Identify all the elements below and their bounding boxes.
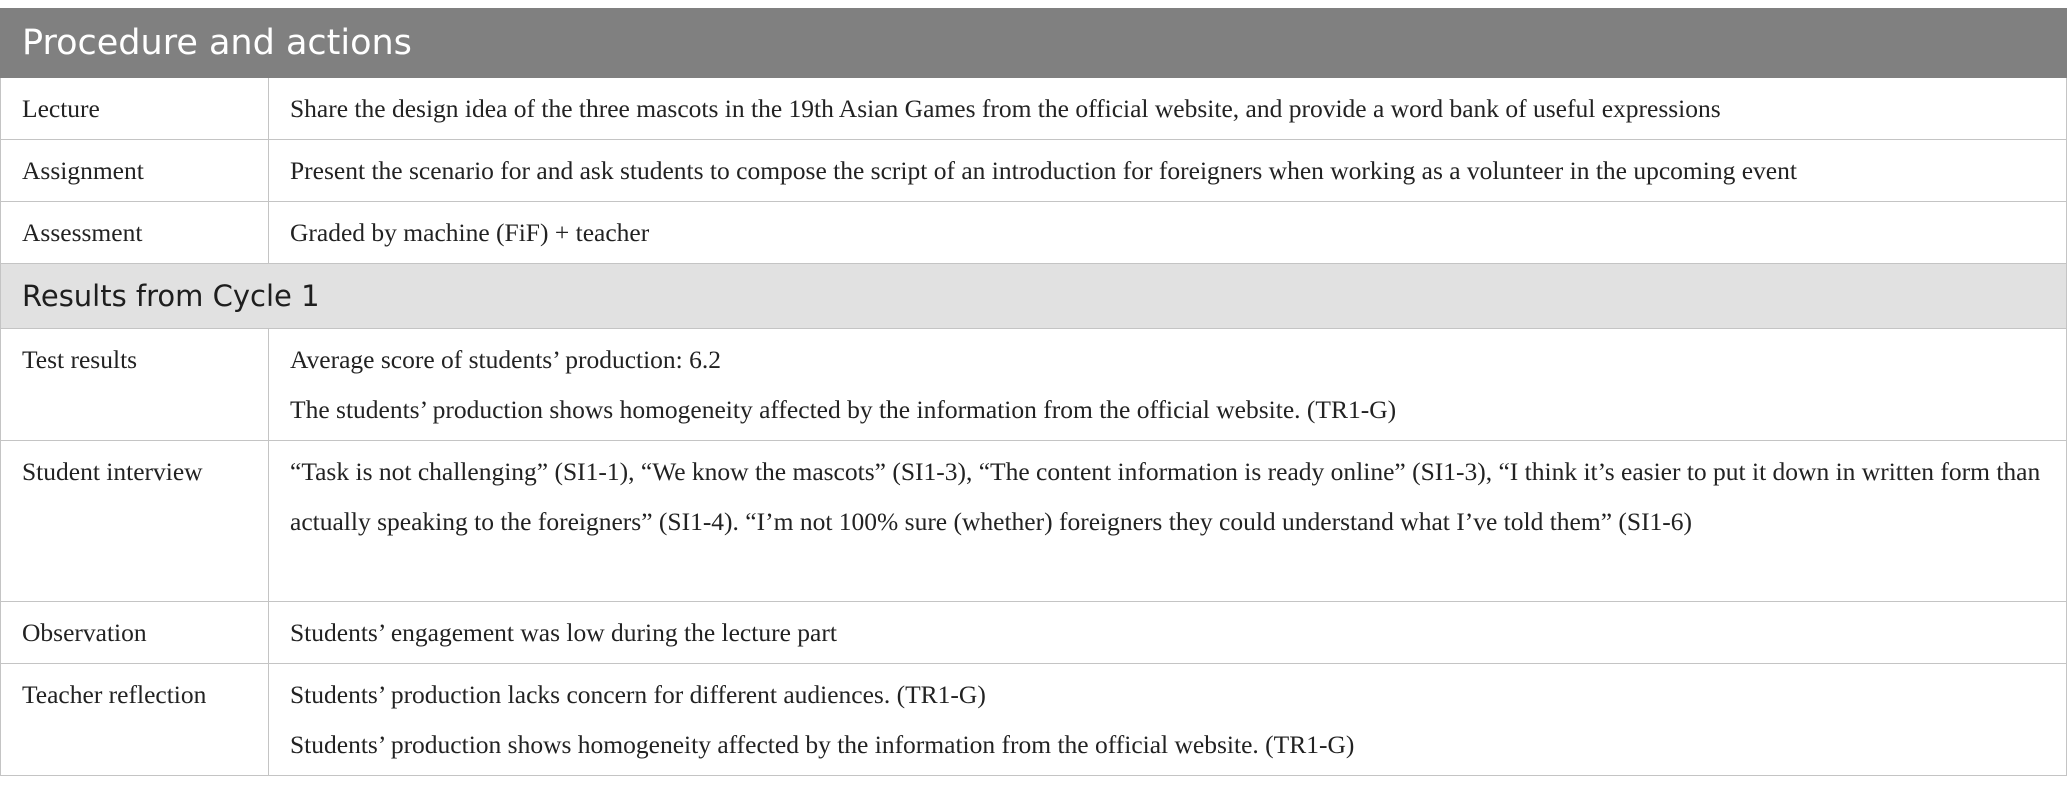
row-value-assessment (269, 202, 2067, 264)
row-value-line: Share the design idea of the three mascots in the 19th Asian Games from the official website, and provide a word bank of useful expressions (290, 94, 1721, 123)
table-row-assessment (1, 202, 2067, 264)
section-title-procedure: Procedure and actions (1, 9, 2067, 78)
row-label-observation: Observation (1, 602, 269, 664)
procedure-table (0, 8, 2067, 776)
row-value-test-results (269, 329, 2067, 441)
row-label-assignment: Assignment (1, 140, 269, 202)
row-value-lecture (269, 78, 2067, 140)
row-value-line: Students’ production lacks concern for different audiences. (TR1-G) (290, 680, 986, 709)
table-row-test-results (1, 329, 2067, 441)
table-row-teacher-reflection (1, 664, 2067, 776)
row-label-teacher-reflection: Teacher reflection (1, 664, 269, 776)
row-label-student-interview: Student interview (1, 441, 269, 602)
row-label-test-results: Test results (1, 329, 269, 441)
row-value-line: Graded by machine (FiF) + teacher (290, 218, 650, 247)
row-value-line: Average score of students’ production: 6.2 (290, 345, 722, 374)
table-row-lecture (1, 78, 2067, 140)
section-header-procedure (1, 9, 2067, 78)
row-value-assignment (269, 140, 2067, 202)
table-row-observation (1, 602, 2067, 664)
table-row-assignment (1, 140, 2067, 202)
row-value-student-interview: “Task is not challenging” (SI1-1), “We know the mascots” (SI1-3), “The content information is ready online” (SI1-3), “I think it’s easier to put it down in written form than actually speaking to the foreigners” (SI1-4). “I’m not 100% sure (whether) foreigners they could understand what I’ve told them” (SI1-6) (269, 441, 2067, 602)
row-value-line: Students’ production shows homogeneity affected by the information from the official website. (TR1-G) (290, 730, 1355, 759)
section-header-results (1, 264, 2067, 329)
row-value-teacher-reflection (269, 664, 2067, 776)
row-label-lecture: Lecture (1, 78, 269, 140)
row-label-assessment: Assessment (1, 202, 269, 264)
results-table (0, 8, 2067, 776)
row-value-observation (269, 602, 2067, 664)
row-value-line: Present the scenario for and ask students to compose the script of an introduction for foreigners when working as a volunteer in the upcoming event (290, 156, 1797, 185)
table-row-student-interview (1, 441, 2067, 602)
section-title-results: Results from Cycle 1 (1, 264, 2067, 329)
row-value-line: Students’ engagement was low during the lecture part (290, 618, 837, 647)
row-value-line: The students’ production shows homogeneity affected by the information from the official website. (TR1-G) (290, 395, 1397, 424)
